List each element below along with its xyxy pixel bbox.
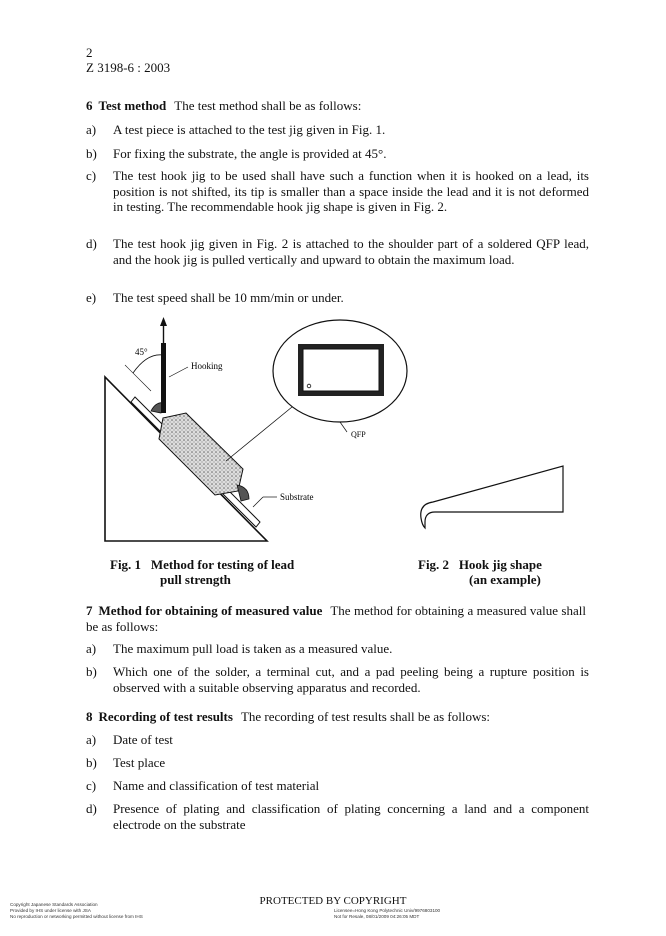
list-label: b) — [86, 146, 97, 161]
fig1-caption — [110, 557, 294, 572]
footer-right — [334, 908, 440, 920]
angle-arc — [133, 355, 163, 373]
list-item: The test speed shall be 10 mm/min or under. — [113, 290, 344, 305]
footer-left-line: Provided by IHS under license with JSA — [10, 908, 91, 913]
list-label: d) — [86, 236, 97, 251]
section-number: 6 — [86, 98, 93, 113]
zoom-line — [226, 407, 292, 461]
footer-right-line: Licensee=Hong Kong Polytechnic Univ/9976803100 — [334, 908, 441, 913]
fig2-number: Fig. 2 — [418, 557, 450, 572]
footer-right-line: Not for Resale, 08/01/2009 04:26:05 MDT — [334, 914, 420, 919]
list-item: A test piece is attached to the test jig given in Fig. 1. — [113, 122, 386, 137]
list-label: a) — [86, 122, 97, 137]
list-item: Which one of the solder, a terminal cut, and a pad peeling being a rupture position is observed with a suitable observing apparatus and recorded. — [113, 664, 589, 695]
qfp-chip — [303, 349, 379, 391]
footer-copyright: PROTECTED BY COPYRIGHT — [259, 895, 407, 907]
page-number: 2 — [86, 45, 93, 60]
arrow-head-icon — [160, 317, 167, 326]
list-label: a) — [86, 732, 97, 747]
section-intro: The method for obtaining a measured value shall be as follows: — [86, 603, 586, 634]
section-title: Method for obtaining of measured value — [98, 603, 323, 618]
list-item: Name and classification of test material — [113, 778, 320, 793]
section-8-heading — [86, 709, 586, 725]
hooking-label: Hooking — [191, 361, 223, 371]
fig2-diagram — [415, 460, 575, 540]
substrate-leader — [253, 497, 263, 507]
section-title: Test method — [98, 98, 167, 113]
list-item: The maximum pull load is taken as a measured value. — [113, 641, 393, 656]
angle-label: 45° — [135, 347, 148, 357]
list-label: c) — [86, 168, 97, 183]
fig1-number: Fig. 1 — [110, 557, 142, 572]
list-label: a) — [86, 641, 97, 656]
list-item: For fixing the substrate, the angle is provided at 45°. — [113, 146, 387, 161]
hooking-leader — [169, 367, 188, 377]
footer-left — [10, 902, 143, 920]
qfp-package — [159, 413, 243, 495]
section-7-heading — [86, 603, 586, 634]
list-label: d) — [86, 801, 97, 816]
section-intro: The test method shall be as follows: — [174, 98, 362, 113]
document-id: Z 3198-6 : 2003 — [86, 60, 171, 75]
list-label: b) — [86, 664, 97, 679]
list-label: e) — [86, 290, 97, 305]
section-title: Recording of test results — [98, 709, 233, 724]
angle-guide — [125, 365, 151, 391]
fig2-title-line1: Hook jig shape — [458, 557, 542, 572]
fig1-diagram — [95, 315, 415, 555]
section-6-heading — [86, 98, 586, 114]
footer-left-line: Copyright Japanese Standards Association — [10, 902, 98, 907]
list-item: Date of test — [113, 732, 173, 747]
list-item: Test place — [113, 755, 166, 770]
fig2-caption — [418, 557, 542, 572]
fig1-title-line2: pull strength — [160, 572, 231, 587]
hook-rod — [161, 343, 166, 413]
fig2-title-line2: (an example) — [469, 572, 541, 587]
substrate-label: Substrate — [280, 492, 314, 502]
list-label: c) — [86, 778, 97, 793]
qfp-label: QFP — [351, 430, 366, 439]
section-number: 7 — [86, 603, 93, 618]
footer-left-line: No reproduction or networking permitted without license from IHS — [10, 914, 143, 919]
lower-lead — [237, 485, 249, 501]
list-item: The test hook jig to be used shall have such a function when it is hooked on a lead, its position is not shifted, its tip is smaller than a space inside the lead and it is not deformed in testing. The recommendable hook jig shape is given in Fig. 2. — [113, 168, 589, 214]
list-item: The test hook jig given in Fig. 2 is attached to the shoulder part of a soldered QFP lead, and the hook jig is pulled vertically and upward to obtain the maximum load. — [113, 236, 589, 267]
section-intro: The recording of test results shall be as follows: — [240, 709, 491, 724]
list-label: b) — [86, 755, 97, 770]
section-number: 8 — [86, 709, 93, 724]
fig1-title-line1: Method for testing of lead — [150, 557, 295, 572]
qfp-leader — [340, 422, 347, 432]
hook-jig-shape — [421, 466, 563, 528]
list-item: Presence of plating and classification of plating concerning a land and a component electrode on the substrate — [113, 801, 589, 832]
